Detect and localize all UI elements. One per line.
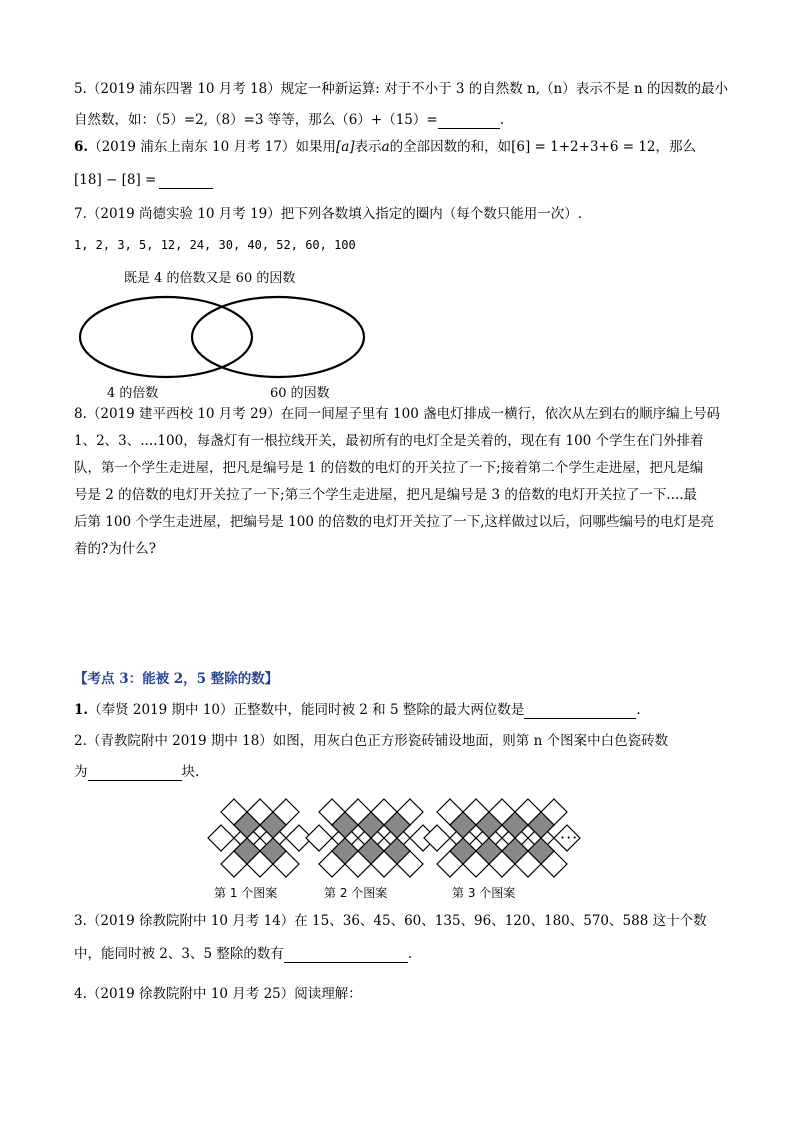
q5-end: . — [499, 112, 504, 128]
s3-p1-blank — [524, 704, 636, 719]
s3-p3-line1: 3.（2019 徐教院附中 10 月考 14）在 15、36、45、60、135、96、120、180、570、588 这十个数 — [74, 913, 707, 929]
q8-line: 号是 2 的倍数的电灯开关拉了一下;第三个学生走进屋，把凡是编号是 3 的倍数的电灯开关拉了一下....最 — [74, 487, 698, 503]
q6-text-b: 表示 — [354, 139, 382, 155]
q5-line2-text: 自然数，如：（5）=2,（8）=3 等等，那么（6）+（15）= — [74, 112, 438, 128]
q5-answer-blank — [438, 114, 500, 129]
venn-right-circle — [192, 297, 364, 377]
tile-patterns-figure — [205, 798, 585, 882]
q6-line2 — [74, 171, 213, 189]
white-tile — [424, 825, 450, 851]
q8-line: 后第 100 个学生走进屋，把编号是 100 的倍数的电灯开关拉了一下,这样做过以后，问哪些编号的电灯是亮 — [74, 514, 714, 530]
tile-caption-3: 第 3 个图案 — [452, 886, 516, 900]
venn-left-label: 4 的倍数 — [107, 386, 159, 401]
s3-p1-text: （奉贤 2019 期中 10）正整数中，能同时被 2 和 5 整除的最大两位数是 — [88, 702, 525, 718]
q8-line: 队，第一个学生走进屋，把凡是编号是 1 的倍数的电灯的开关拉了一下;接着第二个学生走进屋，把凡是编 — [74, 460, 704, 476]
s3-p2-text-a: 为 — [74, 764, 88, 780]
venn-right-label: 60 的因数 — [270, 386, 330, 401]
q8-line: 着的?为什么? — [74, 541, 156, 557]
section3-heading: 【考点 3：能被 2，5 整除的数】 — [74, 671, 279, 687]
q6-var-a: a — [381, 139, 390, 155]
s3-p1 — [74, 701, 641, 719]
q7-number-list: 1, 2, 3, 5, 12, 24, 30, 40, 52, 60, 100 — [74, 238, 356, 252]
tile-pattern-2 — [306, 799, 436, 877]
tile-caption-2: 第 2 个图案 — [324, 886, 388, 900]
s3-p1-end: . — [636, 702, 641, 718]
s3-p1-number: 1. — [74, 702, 89, 718]
venn-diagram — [78, 294, 368, 380]
tile-caption-1: 第 1 个图案 — [214, 886, 278, 900]
q6-text-d: ，那么 — [655, 139, 697, 155]
q6-answer-blank — [159, 174, 213, 189]
q8-line: 8.（2019 建平西校 10 月考 29）在同一间屋子里有 100 盏电灯排成一横行，依次从左到右的顺序编上号码 — [74, 406, 721, 422]
q6-bracket-a: [a] — [335, 139, 355, 155]
s3-p3-text: 中，能同时被 2、3、5 整除的数有 — [74, 946, 284, 962]
s3-p2-text-b: 块. — [181, 764, 200, 780]
q6-line1 — [74, 138, 696, 156]
q6-text-c: 的全部因数的和，如 — [389, 139, 512, 155]
venn-left-circle — [80, 297, 252, 377]
q5-line1: 5.（2019 浦东四署 10 月考 18）规定一种新运算: 对于不小于 3 的自然数 n,（n）表示不是 n 的因数的最小 — [74, 81, 729, 97]
s3-p2-blank — [88, 766, 182, 781]
q6-example: [6] = 1+2+3+6 = 12 — [511, 139, 656, 155]
s3-p3-blank — [284, 948, 408, 963]
s3-p4-line1: 4.（2019 徐教院附中 10 月考 25）阅读理解： — [74, 986, 362, 1002]
q7-line1: 7.（2019 尚德实验 10 月考 19）把下列各数填入指定的圈内（每个数只能用一次）. — [74, 206, 583, 222]
q6-expression: [18] − [8] = — [74, 172, 157, 188]
tile-ellipsis: ··· — [560, 828, 579, 847]
s3-p3-line2 — [74, 945, 412, 963]
s3-p2-line1: 2.（青教院附中 2019 期中 18）如图，用灰白色正方形瓷砖铺设地面，则第 n 个图案中白色瓷砖数 — [74, 733, 669, 749]
q6-text-a: （2019 浦东上南东 10 月考 17）如果用 — [88, 139, 336, 155]
white-tile — [208, 825, 234, 851]
s3-p3-end: . — [407, 946, 413, 962]
q8-line: 1、2、3、....100，每盏灯有一根拉线开关，最初所有的电灯全是关着的，现在有 100 个学生在门外排着 — [74, 433, 704, 449]
s3-p2-line2 — [74, 763, 199, 781]
tile-pattern-1 — [208, 799, 312, 877]
venn-top-label: 既是 4 的倍数又是 60 的因数 — [124, 271, 296, 286]
white-tile — [306, 825, 332, 851]
q5-line2 — [74, 111, 504, 129]
tile-pattern-3 — [424, 799, 580, 877]
q6-number: 6. — [74, 139, 89, 155]
